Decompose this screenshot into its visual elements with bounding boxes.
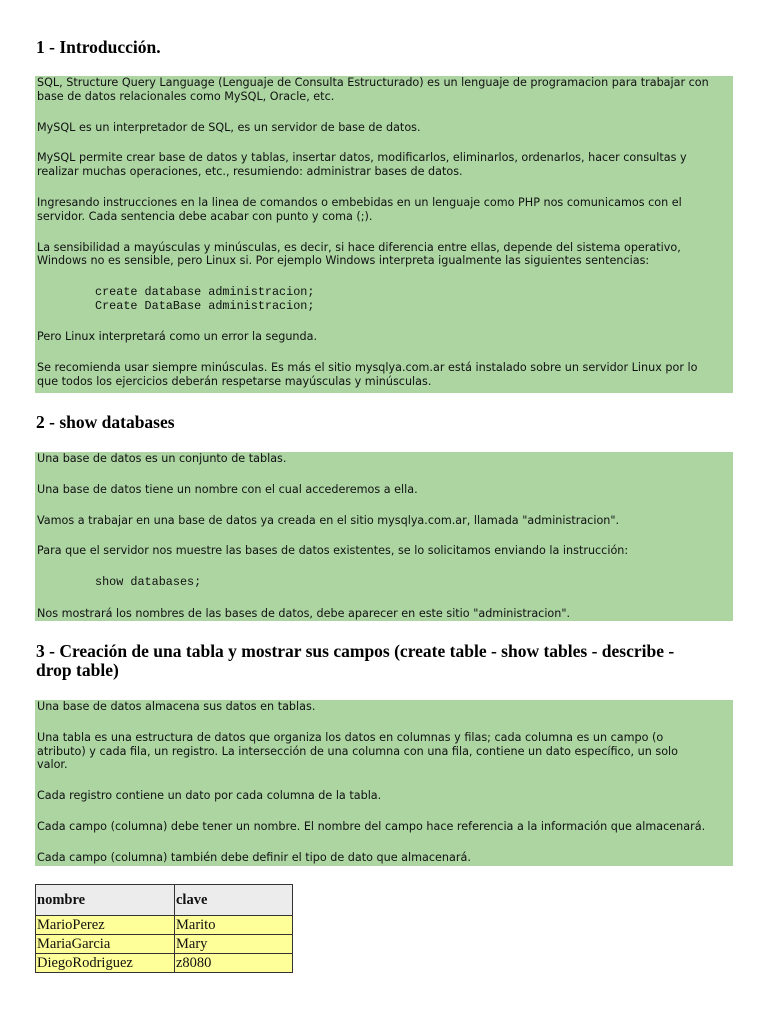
- section-2-content: [35, 452, 733, 621]
- paragraph: Ingresando instrucciones en la linea de comandos o embebidas en un lenguaje como PHP nos comunicamos con el: [37, 195, 682, 209]
- paragraph: Se recomienda usar siempre minúsculas. Es más el sitio mysqlya.com.ar está instalado sobre un servidor Linux por lo: [37, 360, 698, 374]
- table-cell: Marito: [175, 916, 293, 935]
- paragraph: Una tabla es una estructura de datos que organiza los datos en columnas y filas; cada columna es un campo (o: [37, 730, 664, 744]
- column-header-clave: clave: [175, 885, 293, 916]
- paragraph: MySQL permite crear base de datos y tablas, insertar datos, modificarlos, eliminarlos, ordenarlos, hacer consultas y: [37, 151, 687, 165]
- paragraph: Una base de datos almacena sus datos en tablas.: [37, 700, 316, 713]
- paragraph: realizar muchas operaciones, etc., resumiendo: administrar bases de datos.: [37, 165, 463, 179]
- code-line: Create DataBase administracion;: [95, 298, 315, 313]
- paragraph: que todos los ejercicios deberán respetarse mayúsculas y minúsculas.: [37, 374, 432, 388]
- code-line: create database administracion;: [95, 285, 315, 300]
- table-cell: MariaGarcia: [36, 935, 175, 954]
- paragraph: Vamos a trabajar en una base de datos ya creada en el sitio mysqlya.com.ar, llamada "administracion".: [37, 513, 620, 527]
- paragraph: Para que el servidor nos muestre las bases de datos existentes, se lo solicitamos enviando la instrucción:: [37, 544, 629, 558]
- table-row: [36, 954, 293, 973]
- paragraph: atributo) y cada fila, un registro. La intersección de una columna con una fila, contiene un dato específico, un solo: [37, 744, 678, 758]
- section-2-title: 2 - show databases: [36, 412, 175, 432]
- column-header-nombre: nombre: [36, 885, 175, 916]
- paragraph: Pero Linux interpretará como un error la segunda.: [37, 330, 318, 344]
- paragraph: base de datos relacionales como MySQL, Oracle, etc.: [37, 89, 335, 103]
- paragraph: MySQL es un interpretador de SQL, es un servidor de base de datos.: [37, 120, 421, 134]
- table-cell: z8080: [175, 954, 293, 973]
- table-cell: Mary: [175, 935, 293, 954]
- section-3-title-line2: drop table): [36, 660, 119, 680]
- paragraph: Windows no es sensible, pero Linux si. Por ejemplo Windows interpreta igualmente las siguientes sentencias:: [37, 254, 650, 268]
- table-row: [36, 916, 293, 935]
- paragraph: Cada campo (columna) también debe definir el tipo de dato que almacenará.: [37, 850, 471, 864]
- table-row: [36, 935, 293, 954]
- paragraph: La sensibilidad a mayúsculas y minúsculas, es decir, si hace diferencia entre ellas, depende del sistema operativo,: [37, 240, 681, 254]
- paragraph: servidor. Cada sentencia debe acabar con punto y coma (;).: [37, 209, 373, 223]
- table-cell: MarioPerez: [36, 916, 175, 935]
- paragraph: SQL, Structure Query Language (Lenguaje de Consulta Estructurado) es un lenguaje de programacion para trabajar con: [37, 76, 709, 89]
- section-1-title: 1 - Introducción.: [36, 37, 161, 57]
- paragraph: Nos mostrará los nombres de las bases de datos, debe aparecer en este sitio "administracion".: [37, 606, 571, 620]
- users-table: [35, 884, 293, 973]
- paragraph: valor.: [37, 758, 68, 772]
- section-1-content: [35, 76, 733, 393]
- paragraph: Una base de datos tiene un nombre con el cual accederemos a ella.: [37, 482, 418, 496]
- section-3-title: [36, 642, 674, 680]
- paragraph: Cada registro contiene un dato por cada columna de la tabla.: [37, 789, 382, 803]
- table-cell: DiegoRodriguez: [36, 954, 175, 973]
- paragraph: Cada campo (columna) debe tener un nombre. El nombre del campo hace referencia a la información que almacenará.: [37, 819, 706, 833]
- code-line: show databases;: [95, 575, 202, 590]
- paragraph: Una base de datos es un conjunto de tablas.: [37, 452, 287, 465]
- table-header-row: [36, 885, 293, 916]
- section-3-content: [35, 700, 733, 866]
- section-3-title-line1: 3 - Creación de una tabla y mostrar sus campos (create table - show tables - describe -: [36, 641, 675, 661]
